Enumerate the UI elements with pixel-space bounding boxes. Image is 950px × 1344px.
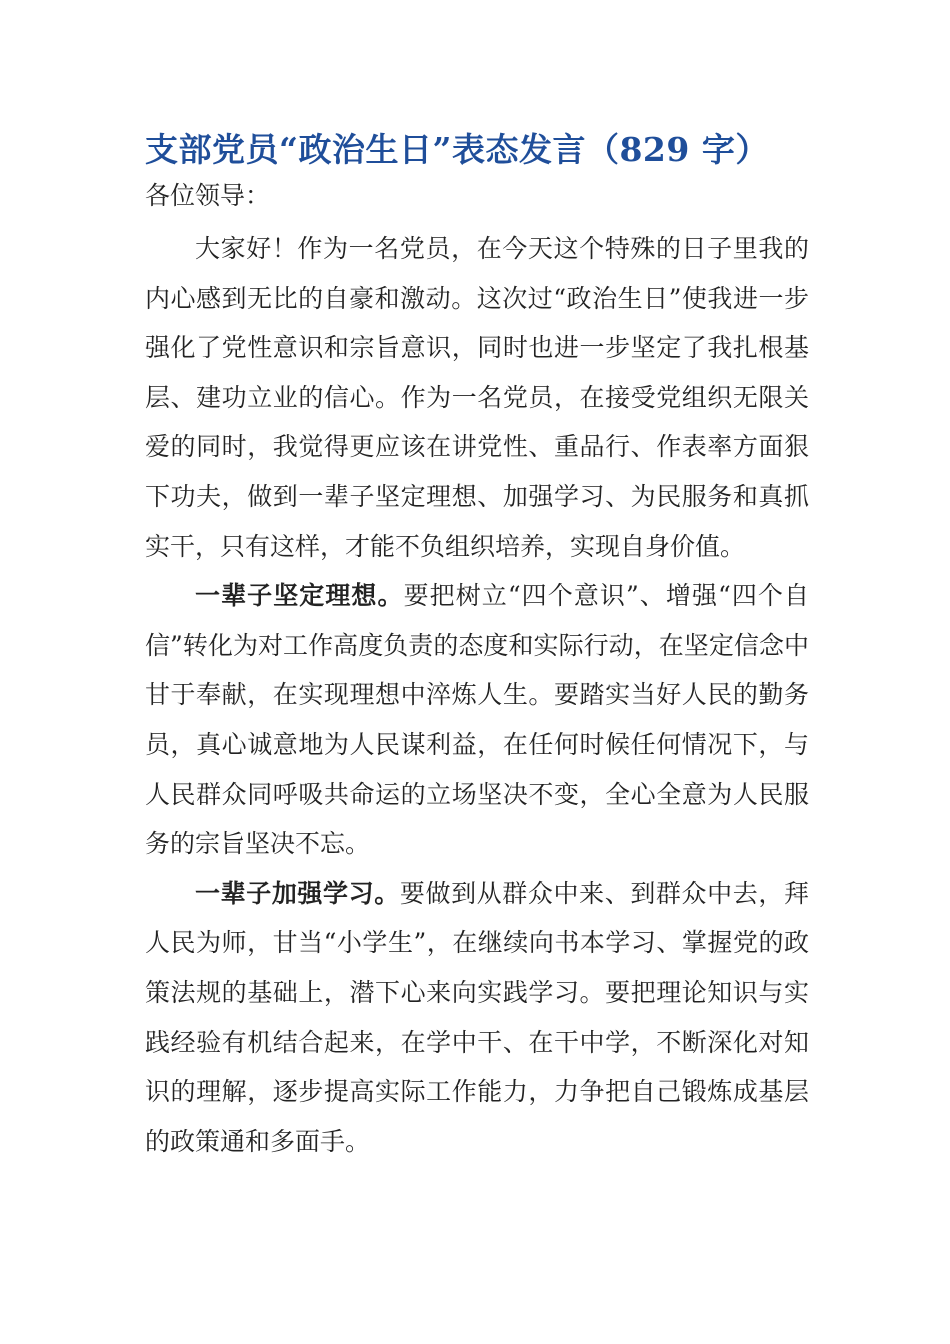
document-title: 支部党员“政治生日”表态发言（829 字） xyxy=(145,130,769,169)
paragraph-learning xyxy=(145,869,809,1167)
paragraph-text: 大家好！作为一名党员，在今天这个特殊的日子里我的内心感到无比的自豪和激动。这次过“政治生日”使我进一步强化了党性意识和宗旨意识，同时也进一步坚定了我扎根基层、建功立业的信心。作为一名党员，在接受党组织无限关爱的同时，我觉得更应该在讲党性、重品行、作表率方面狠下功夫，做到一辈子坚定理想、加强学习、为民服务和真抓实干，只有这样，才能不负组织培养，实现自身价值。 xyxy=(145,234,809,561)
salutation: 各位领导： xyxy=(145,181,271,210)
paragraph-greeting xyxy=(145,224,809,571)
paragraph-lead: 一辈子坚定理想。 xyxy=(195,581,404,611)
paragraph-text: 要把树立“四个意识”、增强“四个自信”转化为对工作高度负责的态度和实际行动，在坚定信念中甘于奉献，在实现理想中淬炼人生。要踏实当好人民的勤务员，真心诚意地为人民谋利益，在任何时候任何情况下，与人民群众同呼吸共命运的立场坚决不变，全心全意为人民服务的宗旨坚决不忘。 xyxy=(145,581,809,859)
paragraph-text: 要做到从群众中来、到群众中去，拜人民为师，甘当“小学生”，在继续向书本学习、掌握党的政策法规的基础上，潜下心来向实践学习。要把理论知识与实践经验有机结合起来，在学中干、在干中学，不断深化对知识的理解，逐步提高实际工作能力，力争把自己锻炼成基层的政策通和多面手。 xyxy=(145,878,809,1156)
paragraph-lead: 一辈子加强学习。 xyxy=(195,878,400,908)
document-body xyxy=(145,224,809,1166)
paragraph-ideals xyxy=(145,571,809,869)
